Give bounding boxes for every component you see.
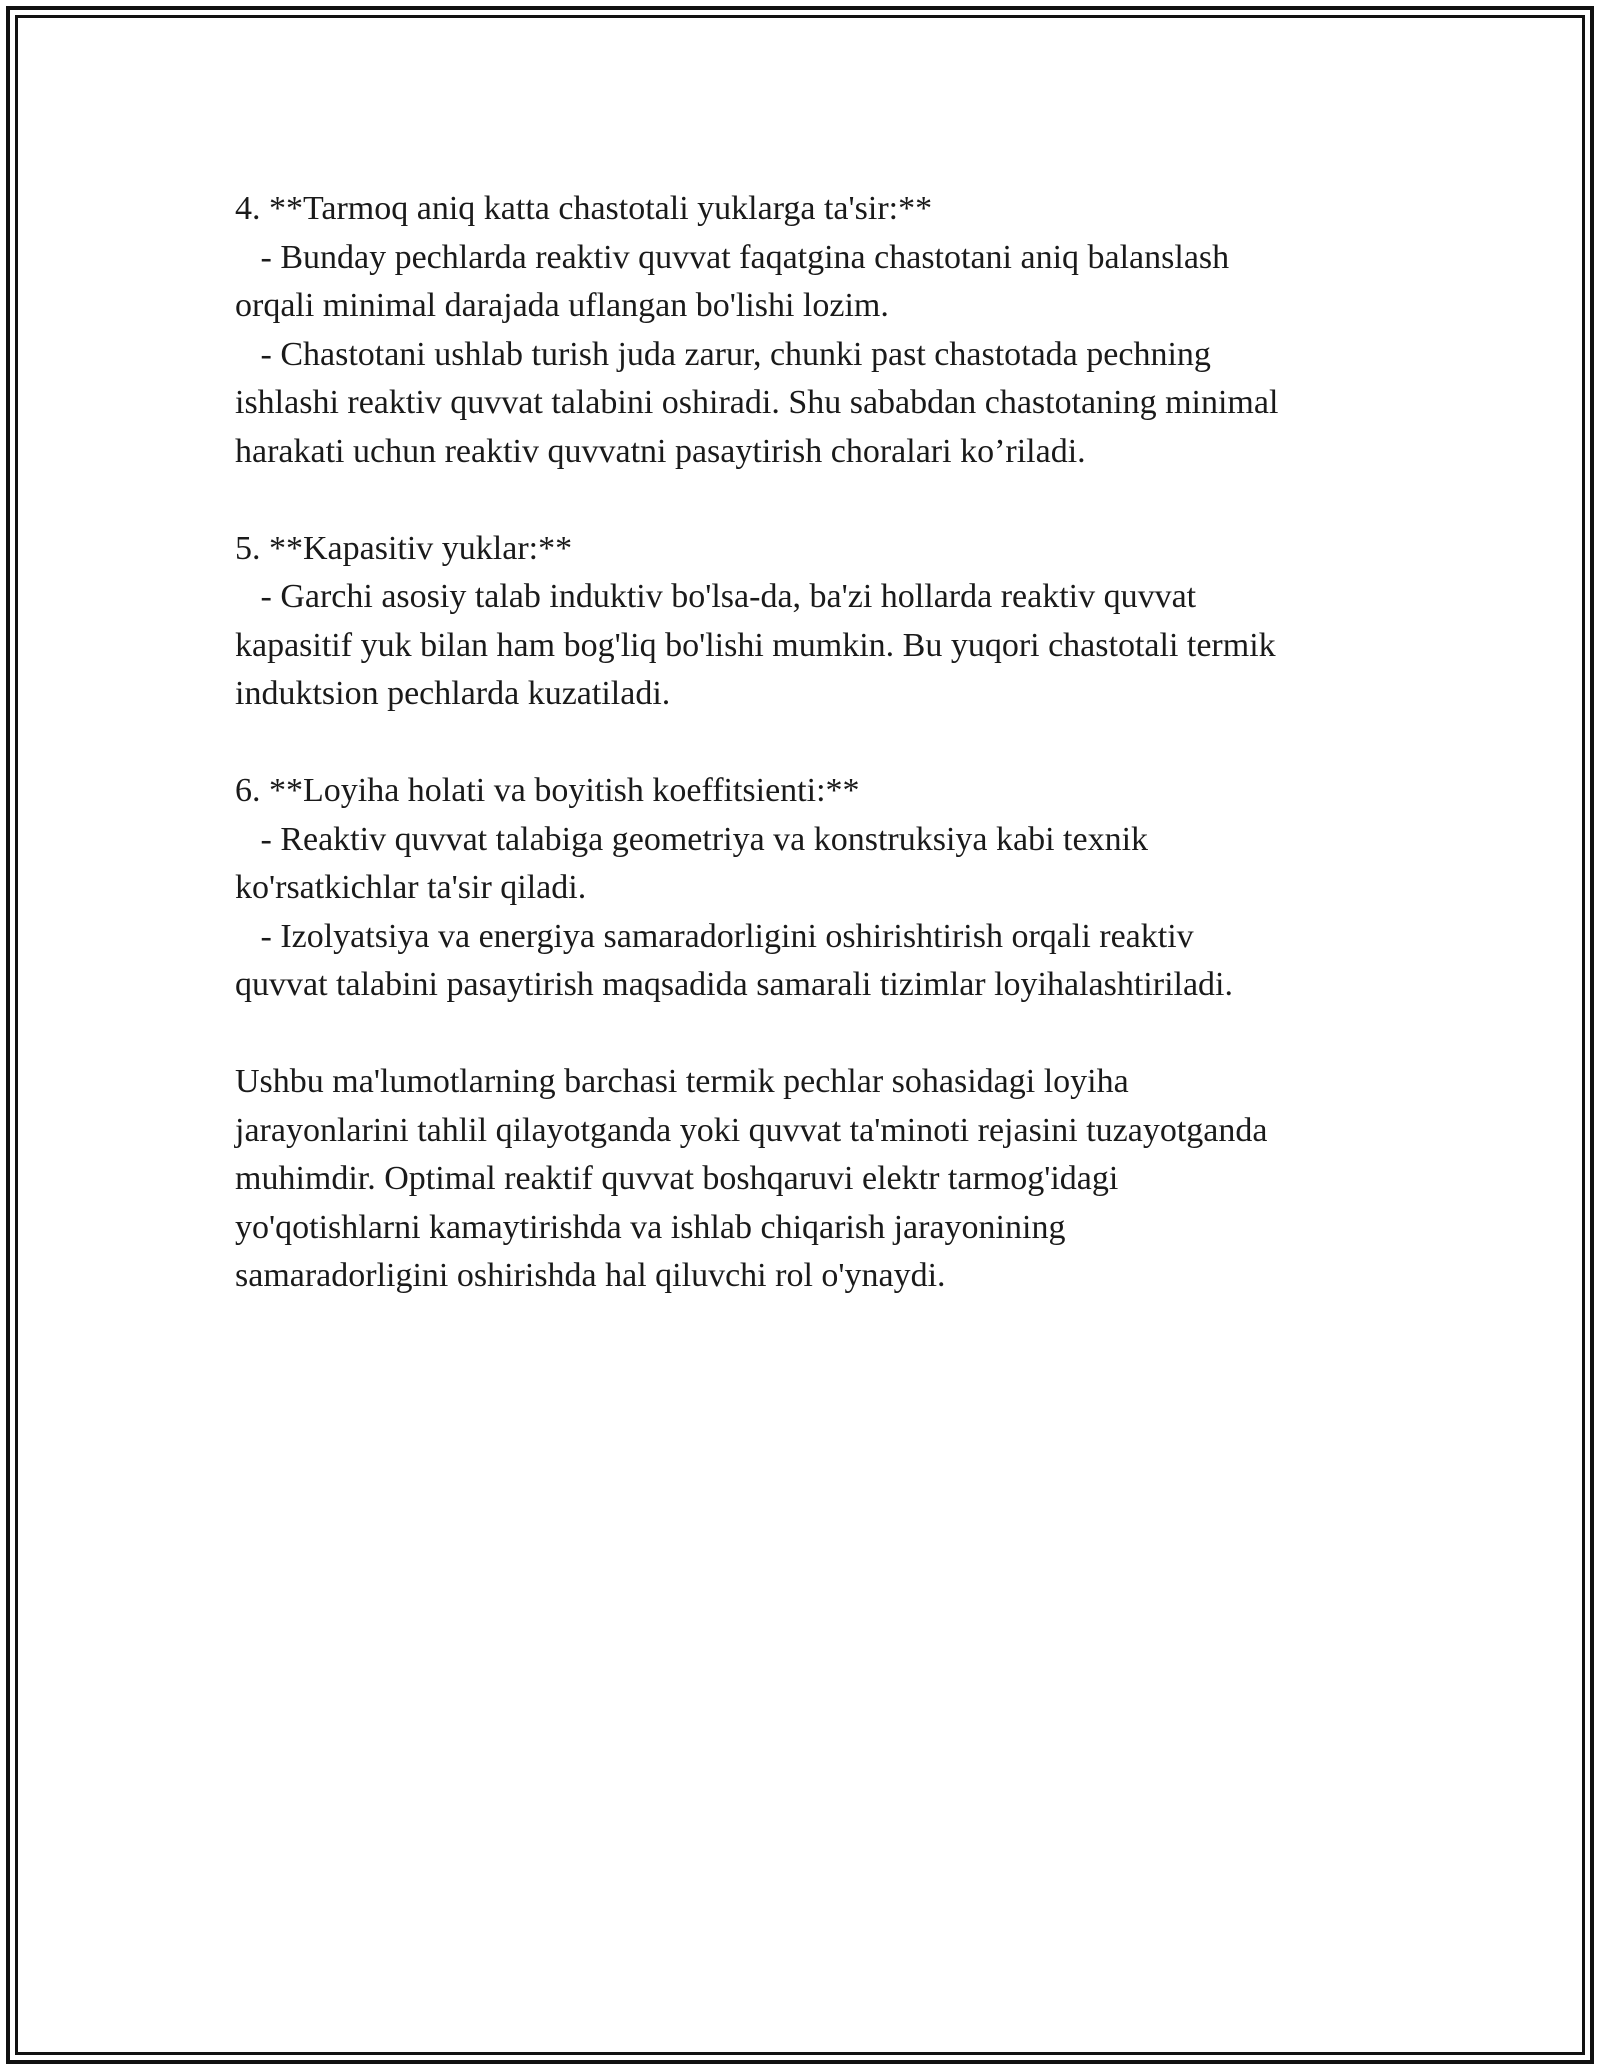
- conclusion-text-line: jarayonlarini tahlil qilayotganda yoki quvvat ta'minoti rejasini tuzayotganda: [235, 1111, 1268, 1149]
- section-6-text-line: - Reaktiv quvvat talabiga geometriya va konstruksiya kabi texnik: [235, 820, 1149, 858]
- section-4-text-line: orqali minimal darajada uflangan bo'lishi lozim.: [235, 287, 889, 324]
- section-6-text-line: ko'rsatkichlar ta'sir qiladi.: [235, 869, 587, 906]
- section-6-heading: 6. **Loyiha holati va boyitish koeffitsienti:**: [235, 772, 860, 809]
- section-4-tarmoq: [235, 185, 1385, 476]
- section-5-text-line: kapasitif yuk bilan ham bog'liq bo'lishi mumkin. Bu yuqori chastotali termik: [235, 626, 1276, 664]
- section-4-text-line: ishlashi reaktiv quvvat talabini oshiradi. Shu sababdan chastotaning minimal: [235, 384, 1279, 421]
- section-4-text-line: - Chastotani ushlab turish juda zarur, chunki past chastotada pechning: [235, 335, 1211, 373]
- section-4-heading: 4. **Tarmoq aniq katta chastotali yuklarga ta'sir:**: [235, 190, 933, 227]
- section-5-text-line: - Garchi asosiy talab induktiv bo'lsa-da, ba'zi hollarda reaktiv quvvat: [235, 578, 1197, 615]
- section-6-text-line: - Izolyatsiya va energiya samaradorligini oshirishtirish orqali reaktiv: [235, 917, 1194, 955]
- conclusion-text-line: yo'qotishlarni kamaytirishda va ishlab chiqarish jarayonining: [235, 1208, 1066, 1246]
- section-5-heading: 5. **Kapasitiv yuklar:**: [235, 529, 573, 567]
- section-6-text-line: quvvat talabini pasaytirish maqsadida samarali tizimlar loyihalashtiriladi.: [235, 966, 1234, 1003]
- conclusion-paragraph: [235, 1058, 1385, 1301]
- conclusion-text-line: muhimdir. Optimal reaktif quvvat boshqaruvi elektr tarmog'idagi: [235, 1160, 1119, 1197]
- document-body: [235, 185, 1385, 1349]
- section-4-text-line: harakati uchun reaktiv quvvatni pasaytirish choralari ko’riladi.: [235, 432, 1086, 470]
- conclusion-text-line: Ushbu ma'lumotlarning barchasi termik pechlar sohasidagi loyiha: [235, 1063, 1129, 1100]
- section-4-text-line: - Bunday pechlarda reaktiv quvvat faqatgina chastotani aniq balanslash: [235, 238, 1230, 276]
- conclusion-text-line: samaradorligini oshirishda hal qiluvchi rol o'ynaydi.: [235, 1257, 946, 1294]
- section-6-loyiha: [235, 767, 1385, 1010]
- section-5-kapasitiv: [235, 525, 1385, 719]
- section-5-text-line: induktsion pechlarda kuzatiladi.: [235, 675, 671, 712]
